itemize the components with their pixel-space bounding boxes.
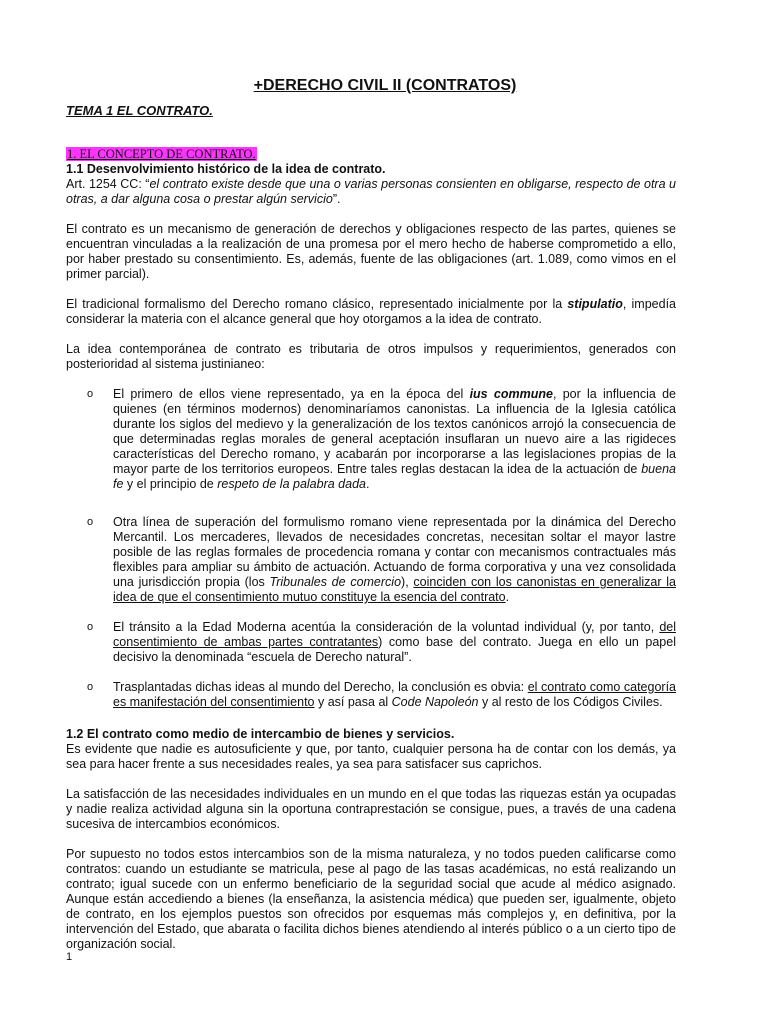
document-body <box>66 76 676 952</box>
list-item <box>66 387 676 492</box>
bullet-circle-icon: o <box>87 388 94 400</box>
b2-text-3: . <box>505 590 510 604</box>
page-number: 1 <box>66 951 73 963</box>
section-heading: 1. EL CONCEPTO DE CONTRATO. <box>67 147 256 161</box>
b4-text-3: y al resto de los Códigos Civiles. <box>478 695 663 709</box>
subheading-1-1: 1.1 Desenvolvimiento histórico de la idea de contrato. <box>66 162 386 176</box>
bullet-list <box>66 387 676 710</box>
b2-underlined: coinciden con los canonistas en generalizar la idea de que el consentimiento mutuo constituye la esencia del contrato <box>113 575 676 604</box>
b3-underlined: del consentimiento de ambas partes contratantes <box>113 620 676 649</box>
b4-underlined: el contrato como categoría es manifestación del consentimiento <box>113 680 677 709</box>
b3-text-1: El tránsito a la Edad Moderna acentúa la consideración de la voluntad individual (y, por tanto, <box>113 620 660 634</box>
subheading-1-2: 1.2 El contrato como medio de intercambio de bienes y servicios. <box>66 727 455 741</box>
b2-italic: Tribunales de comercio <box>269 575 402 589</box>
b4-text-2: y así pasa al <box>314 695 392 709</box>
b4-text-1: Trasplantadas dichas ideas al mundo del Derecho, la conclusión es obvia: <box>113 680 528 694</box>
b3-text-2: ) como base del contrato. Juega en ello un papel decisivo la denominada “escuela de Derecho natural”. <box>113 635 676 664</box>
art-close: ”. <box>332 192 341 206</box>
art-intro: Art. 1254 CC: “ <box>66 177 150 191</box>
paragraph-mecanismo: El contrato es un mecanismo de generación de derechos y obligaciones respecto de las partes, quienes se encuentran vinculadas a la realización de una promesa por el mero hecho de haberse comprometido a ello, por haber prestado su consentimiento. Es, además, fuente de las obligaciones (art. 1.089, como vimos en el primer parcial). <box>66 222 676 281</box>
formalismo-emphasis: stipulatio <box>567 297 623 311</box>
formalismo-text-2: , impedía considerar la materia con el alcance general que hoy otorgamos a la idea de contrato. <box>66 297 677 326</box>
b4-italic: Code Napoleón <box>391 695 479 709</box>
b1-italic-1: buena fe <box>113 462 676 491</box>
b1-text-1: El primero de ellos viene representado, ya en la época del <box>113 387 470 401</box>
paragraph-idea: La idea contemporánea de contrato es tributaria de otros impulsos y requerimientos, generados con posterioridad al sistema justinianeo: <box>66 342 676 371</box>
bullet-circle-icon: o <box>87 516 94 528</box>
art-quote: el contrato existe desde que una o varias personas consienten en obligarse, respecto de otra u otras, a dar alguna cosa o prestar algún servicio <box>66 177 676 206</box>
b1-emphasis: ius commune <box>469 387 553 401</box>
formalismo-text-1: El tradicional formalismo del Derecho romano clásico, representado inicialmente por la <box>66 297 568 311</box>
b1-text-3: y el principio de <box>123 477 218 491</box>
list-item <box>66 680 676 710</box>
b1-text-4: . <box>365 477 370 491</box>
list-item <box>66 515 676 605</box>
list-item <box>66 620 676 665</box>
article-quote-paragraph <box>66 177 676 207</box>
tema-heading: TEMA 1 EL CONTRATO. <box>66 103 213 118</box>
paragraph-evidente: Es evidente que nadie es autosuficiente y que, por tanto, cualquier persona ha de contar con los demás, ya sea para hacer frente a sus necesidades reales, ya sea para satisfacer sus caprichos. <box>66 742 676 771</box>
paragraph-supuesto: Por supuesto no todos estos intercambios son de la misma naturaleza, y no todos pueden calificarse como contratos: cuando un estudiante se matricula, pese al pago de las tasas académicas, no está realizando un contrato; igual sucede con un enfermo beneficiario de la seguridad social que acude al médico asignado. Aunque están accediendo a bienes (la enseñanza, la asistencia médica) que pueden ser, igualmente, objeto de contrato, en los ejemplos puestos son ofrecidos por esquemas más complejos y, en definitiva, por la intervención del Estado, que abarata o facilita dichos bienes atendiendo al interés público o a un cierto tipo de organización social. <box>66 847 676 951</box>
b2-text-1: Otra línea de superación del formulismo romano viene representada por la dinámica del Derecho Mercantil. Los mercaderes, llevados de necesidades concretas, necesitan soltar el mayor lastre posible de las reglas formales de procedencia romana y contar con mecanismos contractuales más flexibles para ampliar su ámbito de actuación. Actuando de forma corporativa y una vez consolidada una jurisdicción propia (los <box>113 515 676 589</box>
bullet-circle-icon: o <box>87 621 94 633</box>
document-title: +DERECHO CIVIL II (CONTRATOS) <box>253 77 517 94</box>
b1-italic-2: respeto de la palabra dada <box>217 477 366 491</box>
paragraph-satisfaccion: La satisfacción de las necesidades individuales en un mundo en el que todas las riquezas están ya ocupadas y nadie realiza actividad alguna sin la oportuna contraprestación se consigue, pues, a través de una cadena sucesiva de intercambios económicos. <box>66 787 676 831</box>
paragraph-formalismo <box>66 297 676 327</box>
b2-text-2: ), <box>401 575 414 589</box>
bullet-circle-icon: o <box>87 681 94 693</box>
b1-text-2: , por la influencia de quienes (en términos modernos) denominaríamos canonistas. La influencia de la Iglesia católica durante los siglos del medievo y la generalización de los textos canónicos arrojó la consecuencia de que determinadas reglas morales de general aceptación insuflaran un nuevo aire a las rigideces características del Derecho romano, y acabarán por incorporarse a las legislaciones propias de la mayor parte de los territorios europeos. Entre tales reglas destacan la idea de la actuación de <box>113 387 676 476</box>
